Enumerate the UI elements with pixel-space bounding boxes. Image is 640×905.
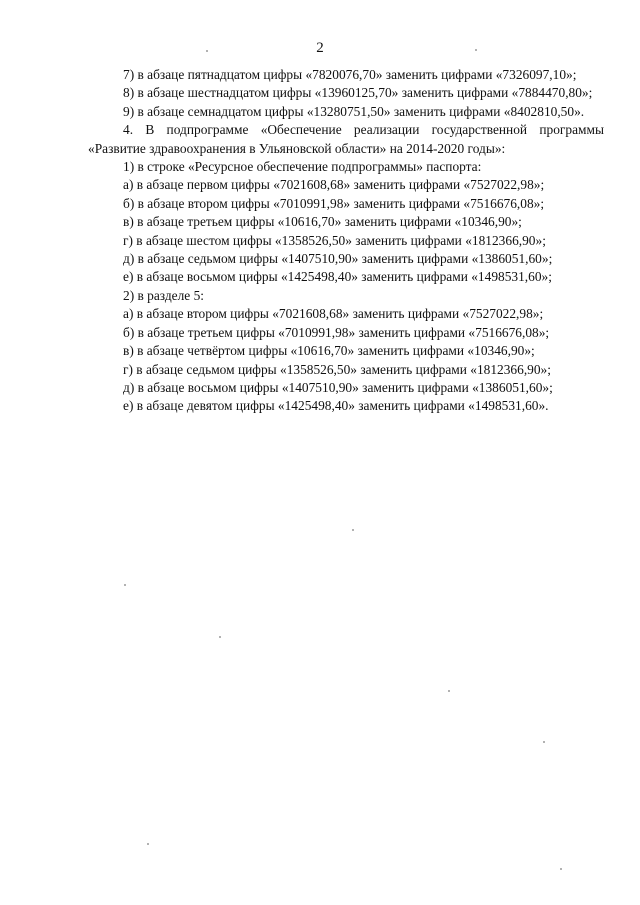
- section-1-item-g: г) в абзаце шестом цифры «1358526,50» заменить цифрами «1812366,90»;: [123, 232, 546, 248]
- section-2-item-v: в) в абзаце четвёртом цифры «10616,70» заменить цифрами «10346,90»;: [123, 343, 535, 359]
- scan-speck: [206, 50, 208, 52]
- paragraph-item-8: 8) в абзаце шестнадцатом цифры «13960125,70» заменить цифрами «7884470,80»;: [123, 85, 593, 101]
- section-1-item-a: а) в абзаце первом цифры «7021608,68» заменить цифрами «7527022,98»;: [123, 177, 545, 193]
- section-1-heading: 1) в строке «Ресурсное обеспечение подпрограммы» паспорта:: [123, 159, 482, 175]
- section-2-item-e: е) в абзаце девятом цифры «1425498,40» заменить цифрами «1498531,60».: [123, 398, 549, 414]
- section-2-item-a: а) в абзаце втором цифры «7021608,68» заменить цифрами «7527022,98»;: [123, 306, 544, 322]
- section-2-item-g: г) в абзаце седьмом цифры «1358526,50» заменить цифрами «1812366,90»;: [123, 361, 551, 377]
- scan-speck: [448, 690, 450, 692]
- scan-speck: [124, 584, 126, 586]
- section-1-item-e: е) в абзаце восьмом цифры «1425498,40» заменить цифрами «1498531,60»;: [123, 269, 552, 285]
- page-number: 2: [316, 40, 324, 56]
- section-2-item-d: д) в абзаце восьмом цифры «1407510,90» заменить цифрами «1386051,60»;: [123, 379, 553, 395]
- section-1-item-b: б) в абзаце втором цифры «7010991,98» заменить цифрами «7516676,08»;: [123, 195, 545, 211]
- document-body: [88, 66, 604, 416]
- scan-speck: [147, 843, 149, 845]
- scan-speck: [352, 529, 354, 531]
- paragraph-item-9: 9) в абзаце семнадцатом цифры «13280751,50» заменить цифрами «8402810,50».: [123, 103, 585, 119]
- paragraph-item-4-subprogram: 4. В подпрограмме «Обеспечение реализации государственной программы «Развитие здравоохранения в Ульяновской области» на 2014-2020 годы»:: [88, 122, 604, 156]
- section-2-heading: 2) в разделе 5:: [123, 287, 205, 303]
- section-1-item-d: д) в абзаце седьмом цифры «1407510,90» заменить цифрами «1386051,60»;: [123, 251, 553, 267]
- scan-speck: [560, 868, 562, 870]
- scan-speck: [543, 741, 545, 743]
- paragraph-item-7: 7) в абзаце пятнадцатом цифры «7820076,70» заменить цифрами «7326097,10»;: [123, 67, 577, 82]
- scan-speck: [475, 49, 477, 51]
- scan-speck: [219, 636, 221, 638]
- section-1-item-v: в) в абзаце третьем цифры «10616,70» заменить цифрами «10346,90»;: [123, 214, 522, 230]
- section-2-item-b: б) в абзаце третьем цифры «7010991,98» заменить цифрами «7516676,08»;: [123, 324, 550, 340]
